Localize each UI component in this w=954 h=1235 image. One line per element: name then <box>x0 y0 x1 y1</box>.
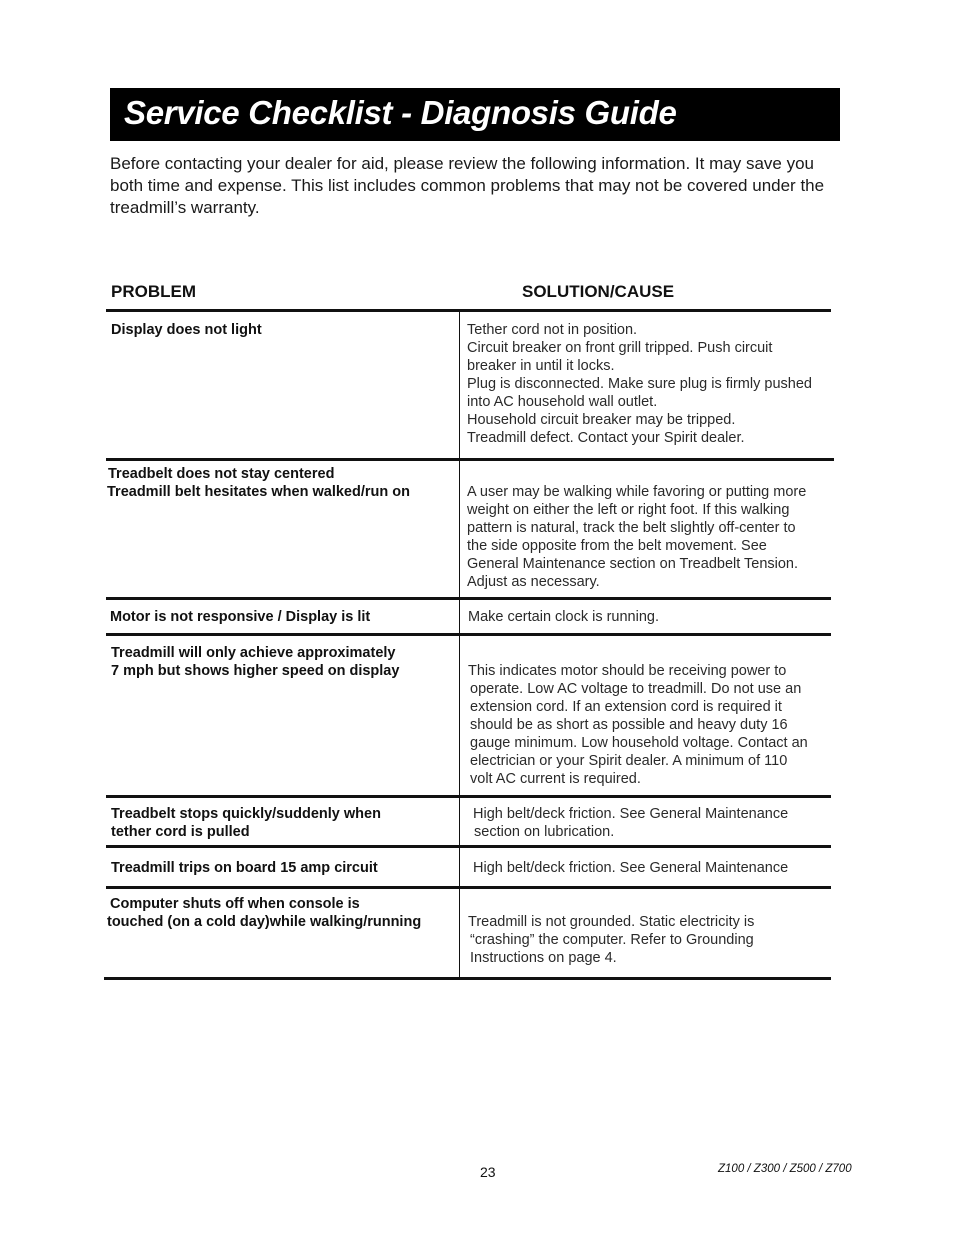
table-bottom-rule <box>104 977 831 980</box>
row-solution: Tether cord not in position. Circuit breaker on front grill tripped. Push circuit breaker in until it locks. Plug is disconnected. Make sure plug is firmly pushed into AC household wall outlet. Household circuit breaker may be tripped. Treadmill defect. Contact your Spirit dealer. <box>467 322 812 446</box>
row-divider <box>106 458 834 461</box>
row-divider <box>106 633 831 636</box>
row-solution: Treadmill is not grounded. Static electricity is “crashing” the computer. Refer to Grounding Instructions on page 4. <box>468 914 755 966</box>
row-problem: Motor is not responsive / Display is lit <box>110 609 371 625</box>
table-top-rule <box>106 309 831 312</box>
intro-paragraph: Before contacting your dealer for aid, please review the following information. It may save you both time and expense. This list includes common problems that may not be covered under the treadmill’s warranty. <box>110 154 825 217</box>
row-solution: Make certain clock is running. <box>468 609 659 625</box>
row-divider <box>106 795 831 798</box>
solution-column-header: SOLUTION/CAUSE <box>522 282 675 301</box>
model-numbers: Z100 / Z300 / Z500 / Z700 <box>718 1163 852 1175</box>
row-problem: Treadbelt does not stay centered Treadmill belt hesitates when walked/run on <box>107 466 410 500</box>
column-divider <box>459 312 460 977</box>
title-banner <box>110 88 840 141</box>
row-solution: High belt/deck friction. See General Maintenance <box>473 860 789 876</box>
row-divider <box>106 845 831 848</box>
row-problem: Treadmill trips on board 15 amp circuit <box>111 860 378 876</box>
row-divider <box>106 597 831 600</box>
row-problem: Treadbelt stops quickly/suddenly when tether cord is pulled <box>111 806 381 840</box>
page-number: 23 <box>480 1164 496 1180</box>
row-problem: Display does not light <box>111 322 262 338</box>
row-solution: This indicates motor should be receiving power to operate. Low AC voltage to treadmill. Do not use an extension cord. If an extension cord is required it should be as short as possible and heavy duty 16 gauge minimum. Low household voltage. Contact an electrician or your Spirit dealer. A minimum of 110 volt AC current is required. <box>468 663 808 787</box>
row-solution: High belt/deck friction. See General Maintenance section on lubrication. <box>473 806 789 840</box>
page-title: Service Checklist - Diagnosis Guide <box>124 94 677 131</box>
problem-column-header: PROBLEM <box>111 282 196 301</box>
row-problem: Treadmill will only achieve approximately 7 mph but shows higher speed on display <box>111 645 400 679</box>
row-solution: A user may be walking while favoring or putting more weight on either the left or right foot. If this walking pattern is natural, track the belt slightly off-center to the side opposite from the belt movement. See General Maintenance section on Treadbelt Tension. Adjust as necessary. <box>467 484 807 590</box>
row-problem: Computer shuts off when console is touched (on a cold day)while walking/running <box>107 896 422 930</box>
row-divider <box>106 886 831 889</box>
